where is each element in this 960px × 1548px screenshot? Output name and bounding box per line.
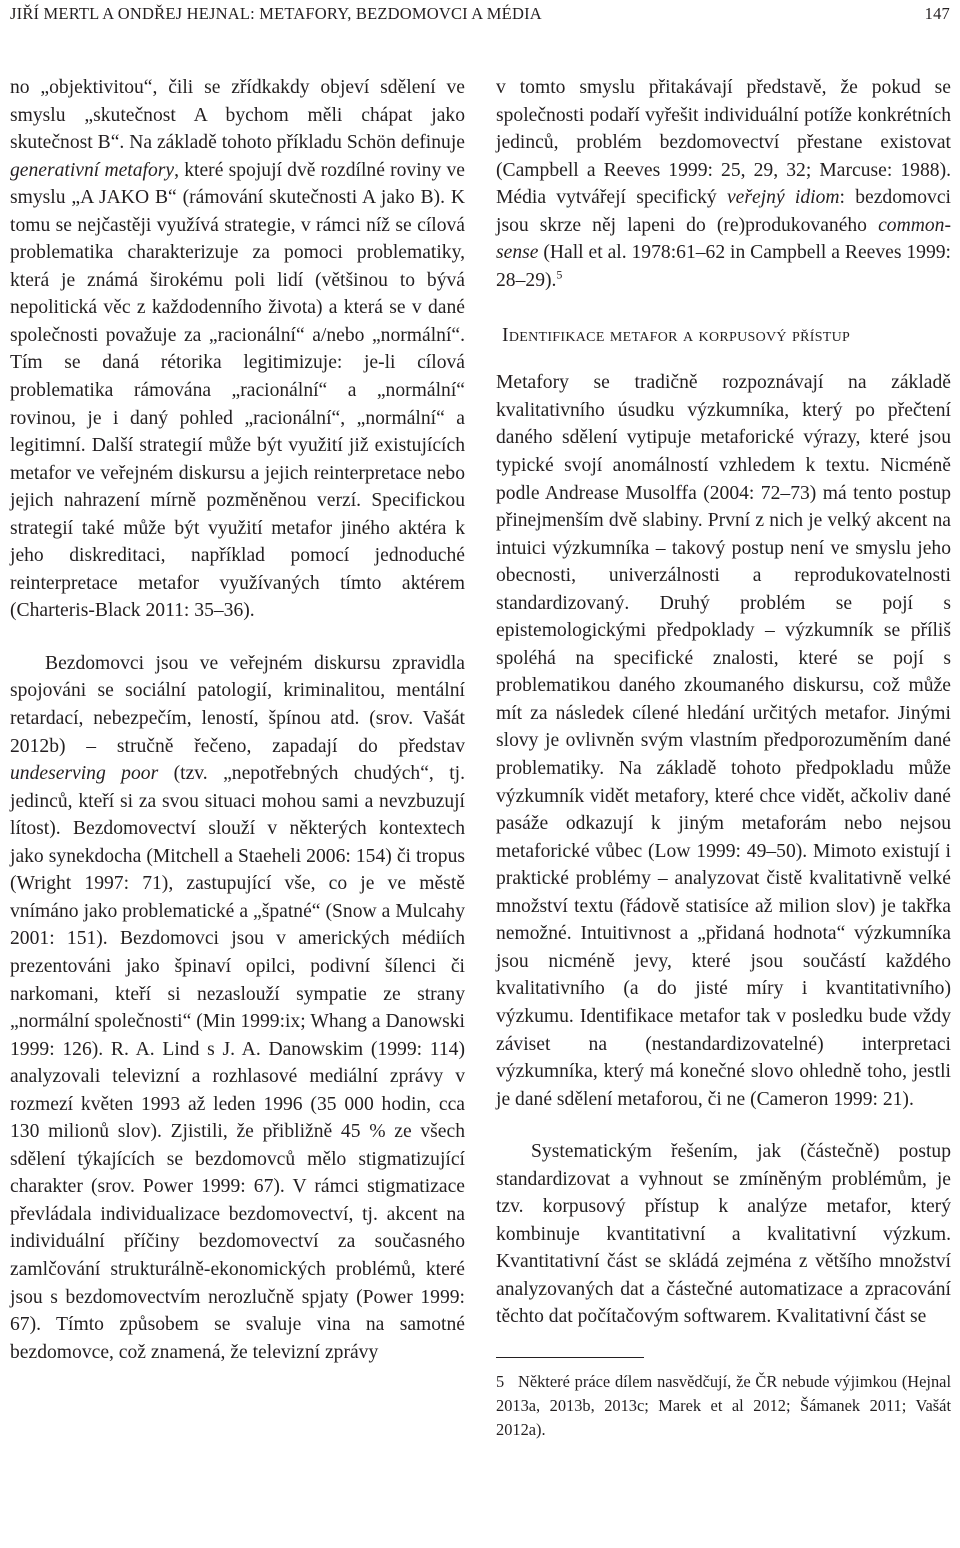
text-span: (Hall et al. 1978:61–62 in Campbell a Reeves 1999: 28–29).: [496, 242, 951, 291]
section-heading: Identifikace metafor a korpusový přístup: [502, 325, 851, 347]
text-span: : bezdomovci jsou skrze něj lapeni do (re)produkovaného: [496, 187, 951, 236]
text-span: no „objektivitou“, čili se zřídkakdy objeví sdělení ve smyslu „skutečnost A bychom měli chápat jako skutečnost B“. Na základě tohoto příkladu Schön definuje: [10, 77, 465, 154]
paragraph-corpus-approach: Systematickým řešením, jak (částečně) postup standardizovat a vyhnout se zmíněným problémům, je tzv. korpusový přístup k analýze metafor, který kombinuje kvantitativní a kvalitativní výzkum. Kvantitativní část se skládá zejména z většího množství analyzovaných dat a částečné automatizace a zpracování těchto dat počítačovým softwarem. Kvalitativní část se: [496, 1141, 951, 1328]
paragraph-metaphor-identification: Metafory se tradičně rozpoznávají na základě kvalitativního úsudku výzkumníka, který po přečtení daného sdělení vytipuje metaforické výrazy, které jsou typické svojí anomálností vzhledem k textu. Nicméně podle Andrease Musolffa (2004: 72–73) má tento postup přinejmenším dvě slabiny. První z nich je velký akcent na intuici výzkumníka – takový postup není ve smyslu jeho obecnosti, univerzálnosti a reprodukovatelnosti standardizovaný. Druhý problém se pojí s epistemologickými předpoklady – výzkumník se příliš spoléhá na specifické znalosti, které se pojí s problematikou daného zkoumaného diskursu, což může mít za následek cílené hledání určitých metafor. Jinými slovy je ovlivněn svým vlastním předporozuměním dané problematiky. Na základě tohoto předpokladu může výzkumník vidět metafory, které chce vidět, ačkoliv dané pasáže odkazují k jiným metaforám nebo nejsou metaforické vůbec (Low 1999: 49–50). Mimoto existují i praktické problémy – analyzovat čistě kvalitativně velké množství textu (řádově statisíce až milion slov) je takřka nemožné. Intuitivnost a „přidaná hodnota“ výzkumníka jsou nicméně jevy, které jsou součástí každého kvalitativního (a do jisté míry i kvantitativního) výzkumu. Identifikace metafor tak v posledku bude vždy záviset na (nestandardizovatelné) interpretaci výzkumníka, který má konečné slovo ohledně toho, jestli je dané sdělení metaforou, či ne (Cameron 1999: 21).: [496, 372, 951, 1110]
footnote: [496, 1370, 951, 1442]
footnote-rule: [496, 1357, 644, 1358]
running-head: [10, 2, 950, 28]
page-number: 147: [924, 4, 950, 23]
text-span: Bezdomovci jsou ve veřejném diskursu zpravidla spojováni se sociální patologií, kriminalitou, mentální retardací, nebezpečím, leností, špínou atd. (srov. Vašát 2012b) – stručně řečeno, zapadají do představ: [10, 652, 465, 757]
running-title: JIŘÍ MERTL A ONDŘEJ HEJNAL: METAFORY, BEZDOMOVCI A MÉDIA: [10, 4, 542, 23]
paragraph-media-idiom: [496, 74, 951, 294]
text-span: v tomto smyslu přitakávají představě, že pokud se společnosti podaří vyřešit individuální potíže konkrétních jedinců, problém bezdomovectví přestane existovat (Campbell a Reeves 1999: 25, 29, 32; Marcuse: 1988). Média vytvářejí specifický: [496, 77, 951, 209]
footnote-number: 5: [496, 1371, 505, 1391]
text-span: , které spojují dvě rozdílné roviny ve smyslu „A JAKO B“ (rámování skutečnosti A jako B). K tomu se nejčastěji využívá strategie, v rámci níž se cílová problematika charakterizuje za pomoci problematiky, která je známá širokému poli lidí (většinou to bývá nepolitická věc z každodenního života) a která se v dané společnosti považuje za „racionální“ a/nebo „normální“. Tím se daná rétorika legitimizuje: je-li cílová problematika rámována „racionální“ a „normální“ rovinou, je i daný pohled „racionální“, „normální“ a legitimní. Další strategií může být využití již existujících metafor ve veřejném diskursu a jejich reinterpretace nebo jejich nahrazení mírně pozměněnou verzí. Specifickou strategií také může být využití metafor jiného aktéra k jeho diskreditaci, například pomocí jednoduché reinterpretace metafor využívaných tímto aktérem (Charteris-Black 2011: 35–36).: [10, 159, 465, 622]
right-column: [496, 74, 951, 1442]
text-span: (tzv. „nepotřebných chudých“, tj. jedinců, kteří si za svou situaci mohou sami a nevzbuzují lítost). Bezdomovectví slouží v některých kontextech jako synekdocha (Mitchell a Staeheli 2006: 154) či tropus (Wright 1997: 71), zastupující vše, co je ve městě vnímáno jako problematické a „špatné“ (Snow a Mulcahy 2001: 151). Bezdomovci jsou v amerických médiích prezentováni jako špinaví opilci, podivní šílenci či narkomani, kteří si nezaslouží sympatie ze strany „normální společnosti“ (Min 1999:ix; Whang a Danowski 1999: 126). R. A. Lind s J. A. Danowskim (1999: 114) analyzovali televizní a rozhlasové mediální zprávy v rozmezí květen 1993 až leden 1996 (35 000 hodin, cca 130 milionů slov). Zjistili, že přibližně 45 % ze všech sdělení týkajících se bezdomovců mělo stigmatizující charakter (srov. Power 1999: 67). V rámci stigmatizace převládala individualizace bezdomovectví, tj. akcent na individuální příčiny bezdomovectví za současného zamlčování strukturálně-ekonomických problémů, které jsou s bezdomovectvím nerozlučně spjaty (Power 1999: 67). Tímto způsobem se svaluje vina na samotné bezdomovce, což znamená, že televizní zprávy: [10, 763, 466, 1363]
emphasis: undeserving poor: [10, 763, 159, 785]
paragraph-schon-metaphors: [10, 74, 465, 625]
emphasis: common-sense: [496, 214, 951, 264]
emphasis: generativní metafory: [10, 159, 175, 181]
paragraph-homeless-discourse: [10, 650, 465, 1366]
emphasis: veřejný idiom: [726, 187, 840, 209]
footnote-text: Některé práce dílem nasvědčují, že ČR nebude výjimkou (Hejnal 2013a, 2013b, 2013c; Marek et al 2012; Šámanek 2011; Vašát 2012a).: [496, 1371, 951, 1439]
footnote-marker: 5: [556, 267, 563, 282]
left-column: [10, 74, 465, 1366]
